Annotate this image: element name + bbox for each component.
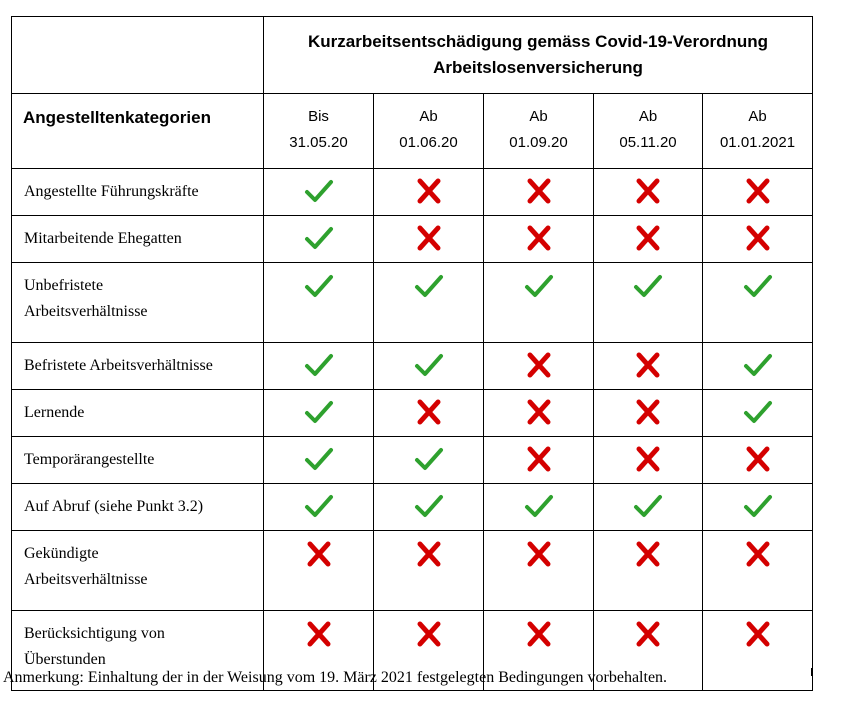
eligibility-table <box>11 16 813 691</box>
category-label: Befristete Arbeitsverhältnisse <box>24 357 213 374</box>
status-cell <box>374 216 484 263</box>
status-cell <box>484 169 594 216</box>
table-row <box>12 484 813 531</box>
period-header-row <box>12 94 813 169</box>
status-cell <box>484 216 594 263</box>
cross-icon <box>741 539 775 569</box>
cross-icon <box>631 350 665 380</box>
category-label-line2: Arbeitsverhältnisse <box>24 571 148 588</box>
status-cell <box>703 263 813 343</box>
status-cell <box>484 484 594 531</box>
status-cell <box>703 169 813 216</box>
cross-icon <box>522 619 556 649</box>
status-cell <box>484 437 594 484</box>
category-cell <box>12 437 264 484</box>
category-cell <box>12 531 264 611</box>
status-cell <box>703 611 813 691</box>
status-cell <box>703 390 813 437</box>
status-cell <box>264 343 374 390</box>
table-title-line1: Kurzarbeitsentschädigung gemäss Covid-19-Verordnung <box>307 32 769 51</box>
cross-icon <box>631 539 665 569</box>
category-cell <box>12 216 264 263</box>
cross-icon <box>741 619 775 649</box>
cross-icon <box>631 223 665 253</box>
category-label: Berücksichtigung von <box>24 625 165 642</box>
status-cell <box>703 437 813 484</box>
category-label-line2: Überstunden <box>24 651 106 668</box>
table-title <box>264 17 813 94</box>
status-cell <box>484 343 594 390</box>
table-row <box>12 437 813 484</box>
cross-icon <box>631 444 665 474</box>
check-icon <box>412 491 446 521</box>
check-icon <box>522 491 556 521</box>
status-cell <box>484 263 594 343</box>
period-header-3 <box>594 94 703 169</box>
category-label: Auf Abruf (siehe Punkt 3.2) <box>24 498 204 515</box>
table-row <box>12 263 813 343</box>
check-icon <box>412 350 446 380</box>
check-icon <box>302 350 336 380</box>
status-cell <box>374 263 484 343</box>
cross-icon <box>631 176 665 206</box>
status-cell <box>594 169 703 216</box>
cross-icon <box>741 223 775 253</box>
check-icon <box>522 271 556 301</box>
footnote: Anmerkung: Einhaltung der in der Weisung vom 19. März 2021 festgelegten Bedingungen vorbehalten. <box>3 669 668 686</box>
period-label: Bis <box>308 108 329 125</box>
check-icon <box>741 350 775 380</box>
period-label: Ab <box>638 108 658 125</box>
status-cell <box>374 390 484 437</box>
check-icon <box>412 444 446 474</box>
document <box>11 16 813 691</box>
period-date: 31.05.20 <box>289 134 348 151</box>
status-cell <box>703 531 813 611</box>
status-cell <box>703 484 813 531</box>
period-label: Ab <box>419 108 438 125</box>
table-row <box>12 343 813 390</box>
table-title-row <box>12 17 813 94</box>
cross-icon <box>412 223 446 253</box>
period-header-0 <box>264 94 374 169</box>
status-cell <box>594 531 703 611</box>
status-cell <box>594 390 703 437</box>
cross-icon <box>412 539 446 569</box>
check-icon <box>631 491 665 521</box>
check-icon <box>631 271 665 301</box>
status-cell <box>264 263 374 343</box>
category-label: Gekündigte <box>24 545 99 562</box>
period-date: 01.09.20 <box>509 134 568 151</box>
cross-icon <box>631 397 665 427</box>
category-cell <box>12 343 264 390</box>
status-cell <box>484 531 594 611</box>
cross-icon <box>412 397 446 427</box>
period-date: 01.06.20 <box>399 134 458 151</box>
status-cell <box>594 216 703 263</box>
cross-icon <box>302 619 336 649</box>
check-icon <box>302 491 336 521</box>
category-label: Unbefristete <box>24 277 104 294</box>
cross-icon <box>741 176 775 206</box>
table-row <box>12 390 813 437</box>
table-title-line2: Arbeitslosenversicherung <box>433 58 643 77</box>
status-cell <box>594 263 703 343</box>
status-cell <box>594 343 703 390</box>
period-header-2 <box>484 94 594 169</box>
cross-icon <box>302 539 336 569</box>
status-cell <box>374 484 484 531</box>
category-cell <box>12 169 264 216</box>
status-cell <box>374 531 484 611</box>
status-cell <box>374 343 484 390</box>
check-icon <box>302 271 336 301</box>
category-label-line2: Arbeitsverhältnisse <box>24 303 148 320</box>
table-row <box>12 169 813 216</box>
check-icon <box>302 223 336 253</box>
table-row <box>12 531 813 611</box>
category-cell <box>12 390 264 437</box>
category-header: Angestelltenkategorien <box>12 94 264 169</box>
status-cell <box>594 437 703 484</box>
check-icon <box>302 444 336 474</box>
status-cell <box>484 390 594 437</box>
check-icon <box>302 397 336 427</box>
check-icon <box>302 176 336 206</box>
status-cell <box>264 531 374 611</box>
check-icon <box>741 271 775 301</box>
check-icon <box>412 271 446 301</box>
status-cell <box>264 169 374 216</box>
cross-icon <box>522 350 556 380</box>
period-date: 01.01.2021 <box>719 134 796 151</box>
status-cell <box>374 437 484 484</box>
status-cell <box>264 437 374 484</box>
period-label: Ab <box>529 108 548 125</box>
check-icon <box>741 397 775 427</box>
category-cell <box>12 484 264 531</box>
category-label: Angestellte Führungskräfte <box>24 183 199 200</box>
cross-icon <box>522 444 556 474</box>
period-date: 05.11.20 <box>619 134 677 151</box>
status-cell <box>264 216 374 263</box>
table-body <box>12 169 813 691</box>
category-label: Temporärangestellte <box>24 451 155 468</box>
period-label: Ab <box>748 108 767 125</box>
status-cell <box>703 343 813 390</box>
cross-icon <box>741 444 775 474</box>
period-header-1 <box>374 94 484 169</box>
period-header-4 <box>703 94 813 169</box>
cross-icon <box>412 619 446 649</box>
table-row <box>12 216 813 263</box>
category-label: Mitarbeitende Ehegatten <box>24 230 182 247</box>
status-cell <box>264 484 374 531</box>
check-icon <box>741 491 775 521</box>
status-cell <box>594 484 703 531</box>
category-cell <box>12 263 264 343</box>
status-cell <box>374 169 484 216</box>
cross-icon <box>522 539 556 569</box>
cross-icon <box>412 176 446 206</box>
cross-icon <box>522 223 556 253</box>
status-cell <box>703 216 813 263</box>
cross-icon <box>522 397 556 427</box>
cross-icon <box>631 619 665 649</box>
category-label: Lernende <box>24 404 85 421</box>
status-cell <box>264 390 374 437</box>
cross-icon <box>522 176 556 206</box>
empty-corner-cell <box>12 17 264 94</box>
